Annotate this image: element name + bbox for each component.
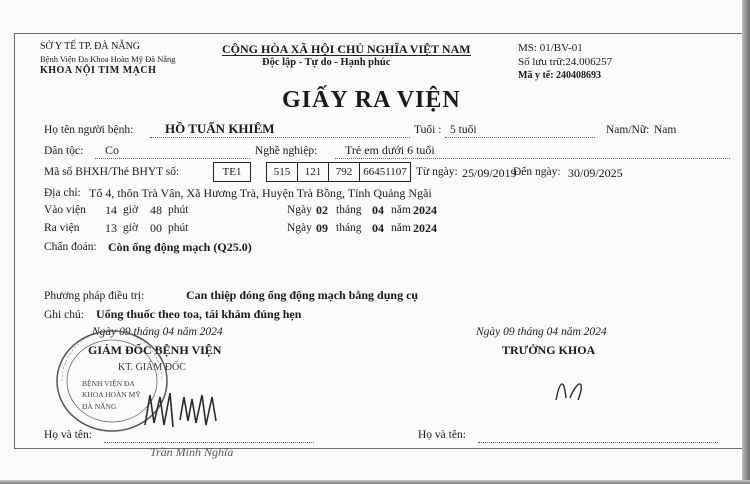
patient-name: HỒ TUẤN KHIÊM — [165, 121, 275, 136]
sign-left-title: GIÁM ĐỐC BỆNH VIỆN — [88, 343, 222, 357]
medical-code: Mã y tế: 240408693 — [518, 70, 602, 81]
age-label: Tuổi : — [414, 124, 442, 136]
document-title: GIẤY RA VIỆN — [282, 87, 461, 113]
signer-name: Trần Minh Nghĩa — [150, 445, 234, 459]
insurance-cell: TE1 — [213, 162, 251, 182]
age-value: 5 tuổi — [450, 124, 477, 136]
treatment-label: Phương pháp điều trị: — [44, 290, 145, 302]
from-date: 25/09/2019 — [462, 166, 517, 180]
admission-in-month: 04 — [372, 203, 384, 217]
dotted-line — [445, 137, 595, 138]
treatment-value: Can thiệp đóng ống động mạch bằng dụng cụ — [186, 288, 419, 302]
note-label: Ghi chú: — [44, 309, 84, 321]
to-date: 30/09/2025 — [568, 166, 623, 180]
admission-out-label: Ra viện — [44, 222, 80, 234]
hour-word: giờ — [123, 222, 139, 234]
from-date-label: Từ ngày: — [416, 166, 458, 178]
admission-out-year: 2024 — [413, 221, 437, 235]
scan-edge-right — [742, 0, 750, 484]
diagnosis-label: Chẩn đoán: — [44, 241, 97, 253]
dotted-line — [335, 158, 730, 159]
stamp-text: BỆNH VIỆN ĐA KHOA HOÀN MỸ ĐÀ NẴNG — [82, 379, 141, 411]
admission-out-hour: 13 — [105, 221, 117, 235]
note-value: Uống thuốc theo toa, tái khám đúng hẹn — [96, 307, 302, 321]
department-name: KHOA NỘI TIM MẠCH — [40, 65, 157, 76]
insurance-cell: 66451107 — [359, 162, 411, 182]
scan-edge-bottom — [0, 480, 750, 484]
admission-in-minute: 48 — [150, 203, 162, 217]
sign-left-date: Ngày 09 tháng 04 năm 2024 — [92, 326, 223, 338]
sign-right-title: TRƯỞNG KHOA — [502, 343, 596, 357]
admission-in-hour: 14 — [105, 203, 117, 217]
insurance-cell: 121 — [297, 162, 329, 182]
day-word: Ngày — [287, 222, 312, 234]
hospital-name: Bệnh Viện Đa Khoa Hoàn Mỹ Đà Nẵng — [40, 54, 176, 64]
dotted-line — [95, 158, 250, 159]
hour-word: giờ — [123, 204, 139, 216]
director-signature — [140, 385, 230, 435]
admission-out-day: 09 — [316, 221, 328, 235]
admission-out-minute: 00 — [150, 221, 162, 235]
admission-in-day: 02 — [316, 203, 328, 217]
national-title: CỘNG HÒA XÃ HỘI CHỦ NGHĨA VIỆT NAM — [222, 42, 471, 56]
sign-left-name-label: Họ và tên: — [44, 429, 92, 441]
dept-of-health: SỞ Y TẾ TP. ĐÀ NẴNG — [40, 41, 141, 52]
dotted-line — [150, 137, 410, 138]
sign-left-subtitle: KT. GIÁM ĐỐC — [118, 362, 186, 373]
sign-right-name-label: Họ và tên: — [418, 429, 466, 441]
patient-name-label: Họ tên người bệnh: — [44, 124, 134, 136]
address-label: Địa chỉ: — [44, 187, 81, 199]
to-date-label: Đến ngày: — [513, 166, 561, 178]
year-word: năm — [391, 222, 411, 234]
month-word: tháng — [336, 204, 362, 216]
month-word: tháng — [336, 222, 362, 234]
ethnicity-value: Co — [105, 143, 120, 157]
motto: Độc lập - Tự do - Hạnh phúc — [262, 57, 391, 68]
form-code: MS: 01/BV-01 — [518, 42, 583, 54]
job-label: Nghề nghiệp: — [255, 145, 318, 157]
insurance-cell: 792 — [328, 162, 360, 182]
dotted-line — [104, 442, 314, 443]
admission-in-label: Vào viện — [44, 204, 86, 216]
admission-in-year: 2024 — [413, 203, 437, 217]
sign-right-date: Ngày 09 tháng 04 năm 2024 — [476, 326, 607, 338]
day-word: Ngày — [287, 204, 312, 216]
insurance-label: Mã số BHXH/Thẻ BHYT số: — [44, 166, 180, 178]
address-value: Tổ 4, thôn Trà Vân, Xã Hương Trà, Huyện Trà Bồng, Tỉnh Quảng Ngãi — [89, 186, 432, 200]
year-word: năm — [391, 204, 411, 216]
minute-word: phút — [168, 204, 189, 216]
head-of-department-signature — [548, 370, 598, 410]
insurance-cell: 515 — [266, 162, 298, 182]
dotted-line — [478, 442, 718, 443]
job-value: Trẻ em dưới 6 tuổi — [345, 143, 435, 157]
gender-value: Nam — [654, 124, 677, 136]
ethnicity-label: Dân tộc: — [44, 145, 84, 157]
minute-word: phút — [168, 222, 189, 234]
gender-label: Nam/Nữ: — [606, 124, 650, 136]
diagnosis-value: Còn ống động mạch (Q25.0) — [108, 240, 252, 254]
admission-out-month: 04 — [372, 221, 384, 235]
storage-number: Số lưu trữ:24.006257 — [518, 56, 613, 68]
